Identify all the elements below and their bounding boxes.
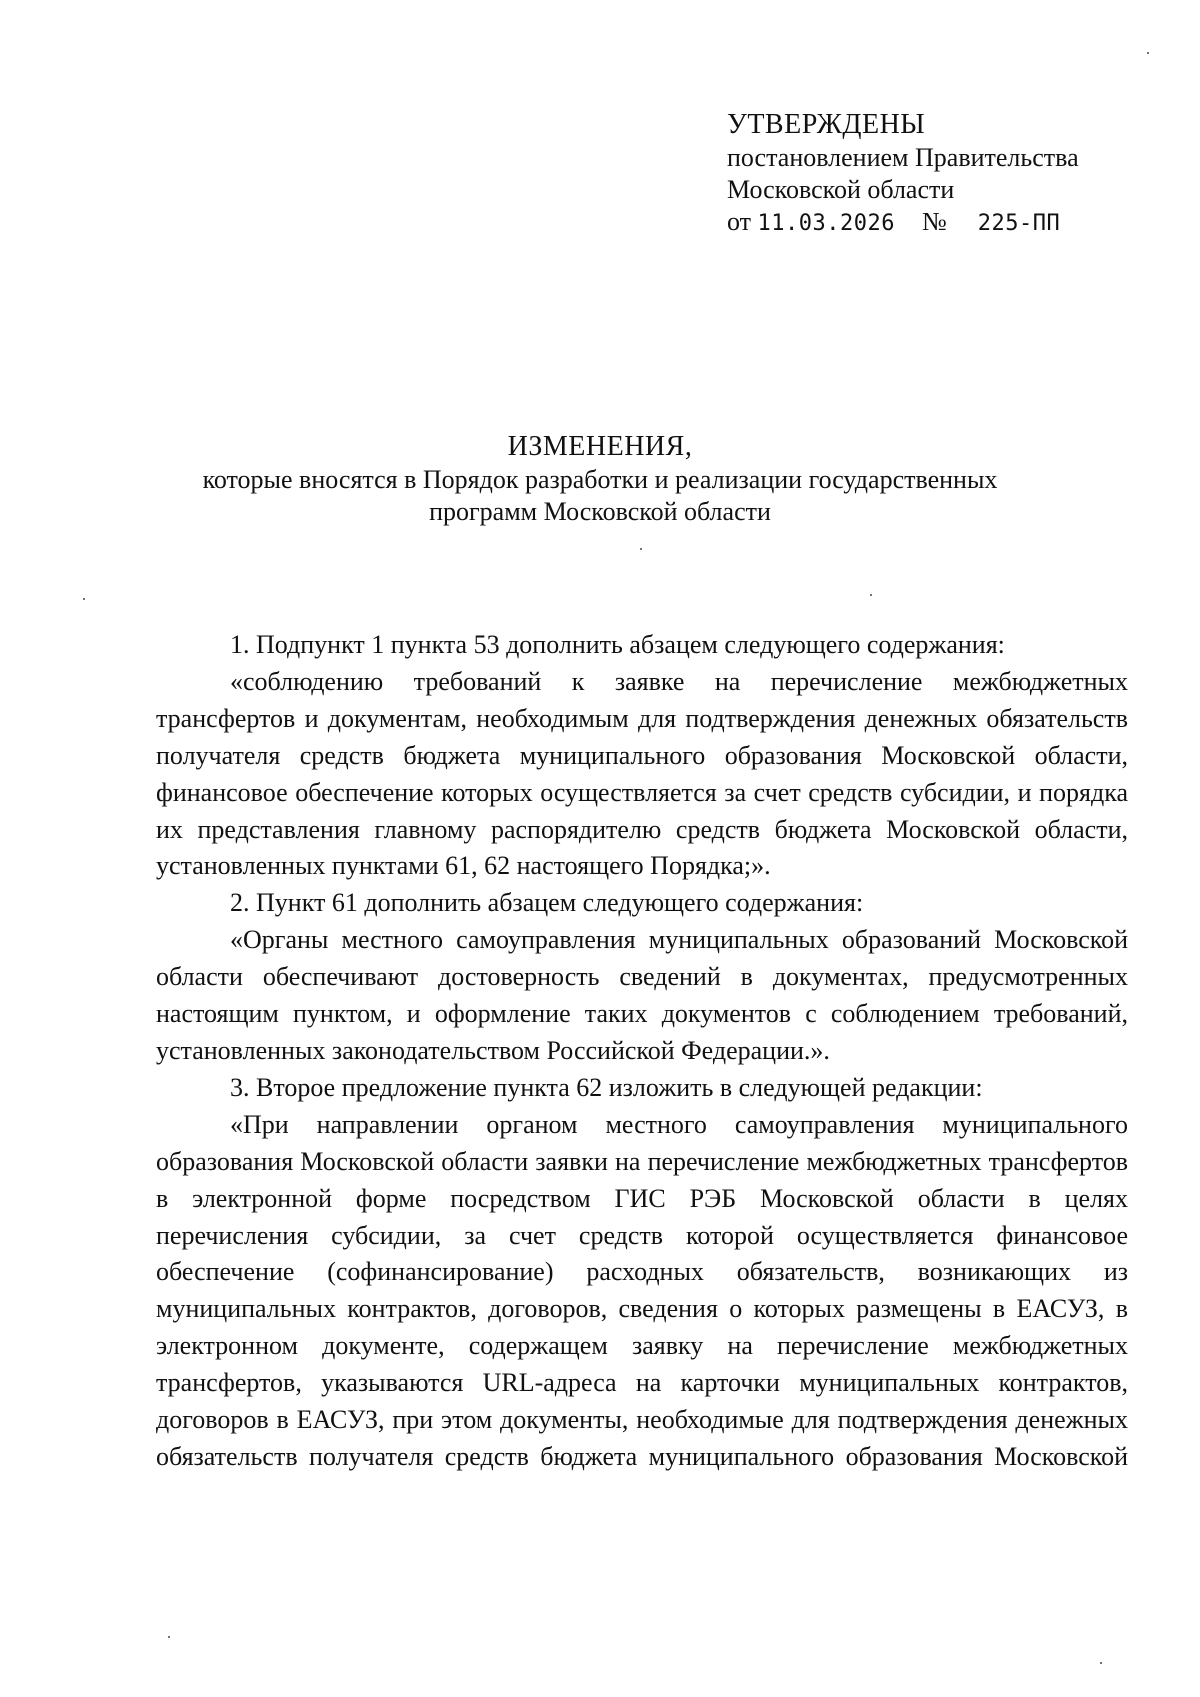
document-heading (150, 430, 1050, 528)
document-body (156, 627, 1128, 1476)
heading-title: ИЗМЕНЕНИЯ, (507, 431, 693, 462)
approval-stamp (727, 108, 1167, 240)
paragraph-quote-1: «соблюдению требований к заявке на перечисление межбюджетных трансфертов и документам, необходимым для подтверждения денежных обязательств получателя средств бюджета муниципального образования Московской области, финансовое обеспечение которых осуществляется за счет средств субсидии, и порядка их представления главному распорядителю средств бюджета Московской области, установленных пунктами 61, 62 настоящего Порядка;». (156, 666, 1128, 881)
scan-speck (83, 598, 85, 600)
paragraph-quote-3: «При направлении органом местного самоуправления муниципального образования Московской области заявки на перечисление межбюджетных трансфертов в электронной форме посредством ГИС РЭБ Московской области в целях перечисления субсидии, за счет средств которой осуществляется финансовое обеспечение (софинансирование) расходных обязательств, возникающих из муниципальных контрактов, договоров, сведения о которых размещены в ЕАСУЗ, в электронном документе, содержащем заявку на перечисление межбюджетных трансфертов, указываются URL-адреса на карточки муниципальных контрактов, договоров в ЕАСУЗ, при этом документы, необходимые для подтверждения денежных обязательств получателя средств бюджета муниципального образования Московской (156, 1109, 1128, 1471)
paragraph-item-2: 2. Пункт 61 дополнить абзацем следующего содержания: (230, 888, 864, 918)
approval-date: 11.03.2026 (757, 211, 895, 236)
scan-speck (640, 548, 642, 550)
approval-line-1: постановлением Правительства (727, 143, 1079, 172)
scan-speck (1100, 1662, 1102, 1664)
heading-subtitle-line-2: программ Московской области (429, 497, 771, 526)
paragraph-quote-2: «Органы местного самоуправления муниципальных образований Московской области обеспечивают достоверность сведений в документах, предусмотренных настоящим пунктом, и оформление таких документов с соблюдением требований, установленных законодательством Российской Федерации.». (156, 925, 1128, 1065)
number-sign: № (921, 207, 947, 236)
scan-speck (1147, 52, 1149, 54)
heading-subtitle-line-1: которые вносятся в Порядок разработки и реализации государственных (202, 465, 998, 494)
date-prefix: от (727, 207, 752, 236)
approval-number: 225-ПП (977, 211, 1061, 236)
paragraph-item-1: 1. Подпункт 1 пункта 53 дополнить абзацем следующего содержания: (230, 630, 1005, 659)
paragraph-item-3: 3. Второе предложение пункта 62 изложить в следующей редакции: (230, 1072, 983, 1102)
scan-speck (870, 594, 872, 596)
approval-line-2: Московской области (727, 175, 955, 204)
approval-date-row (727, 206, 1167, 240)
scan-speck (168, 1636, 170, 1638)
approval-title: УТВЕРЖДЕНЫ (727, 109, 926, 140)
